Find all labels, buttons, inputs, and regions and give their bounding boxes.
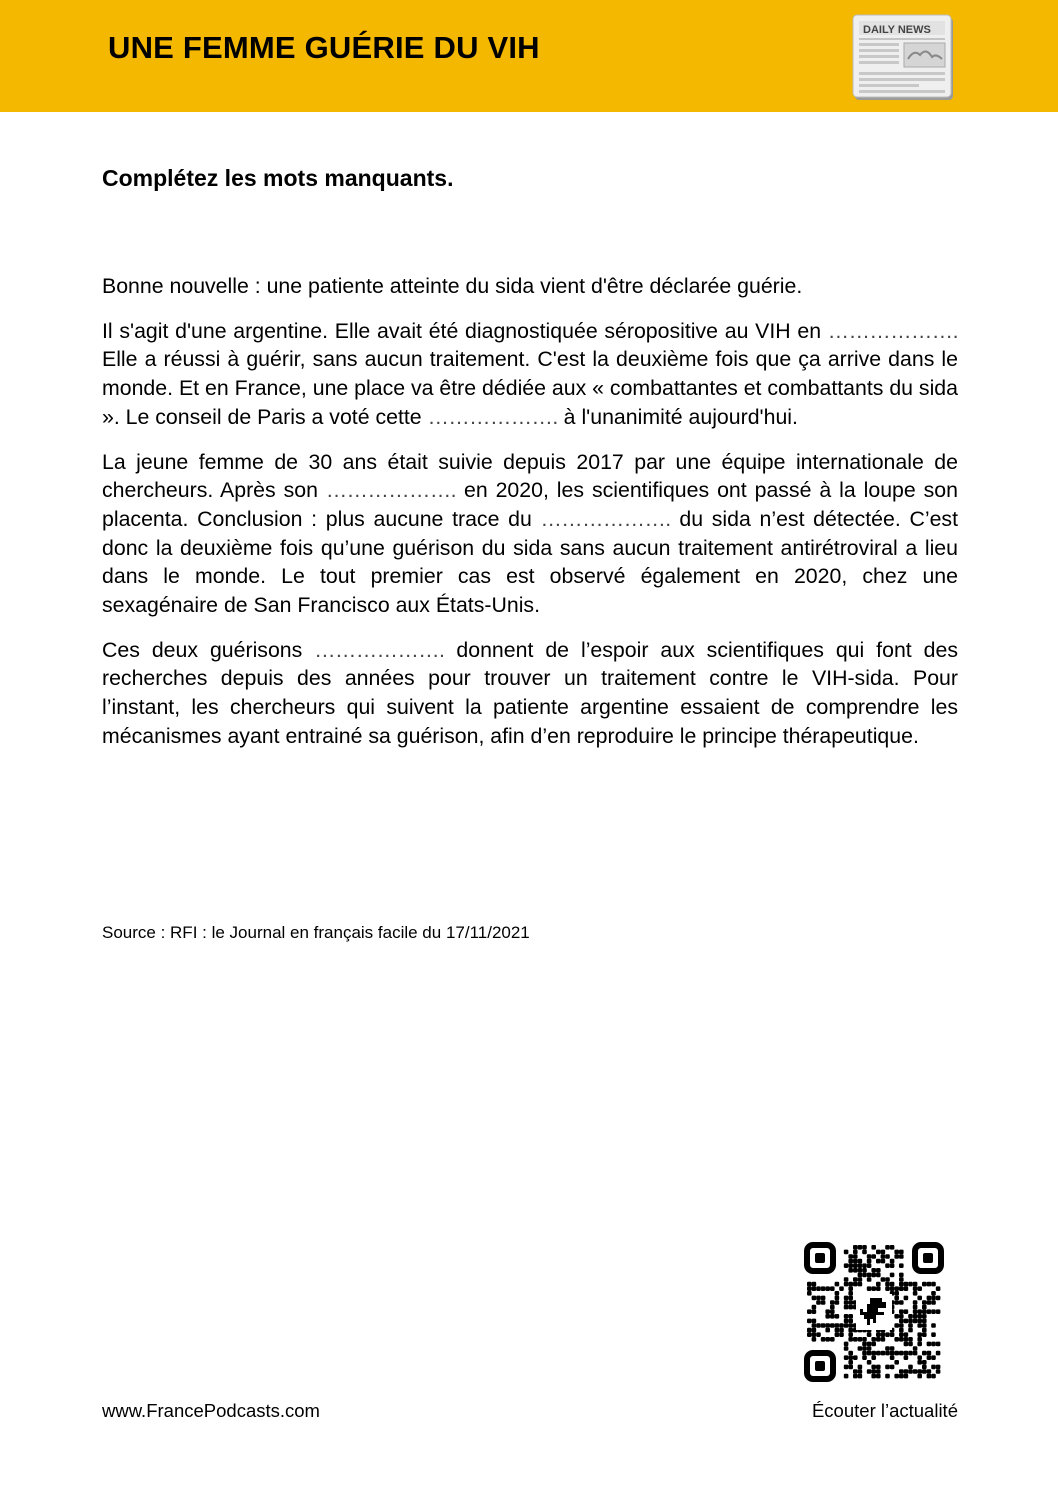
text-segment: du sida n’est détectée. C’est donc la deuxième fois qu’une guérison du sida sans aucun traitement antirétroviral a lieu dans le monde. Le tout premier cas est observé également en 2020, chez une sexagénaire de San Francisco aux États-Unis. xyxy=(102,506,958,618)
text-segment: La jeune femme de 30 ans était suivie depuis 2017 par une équipe internationale de chercheurs. Après son xyxy=(102,449,958,503)
paragraph-4 xyxy=(102,636,958,751)
text-segment: Bonne nouvelle : une patiente atteinte du sida vient d'être déclarée guérie. xyxy=(102,274,803,298)
text-segment: Ces deux guérisons xyxy=(102,637,315,662)
page-header xyxy=(0,0,1058,112)
svg-text:DAILY NEWS: DAILY NEWS xyxy=(863,24,931,36)
blank-field[interactable]: ………………. xyxy=(540,506,671,531)
instructions-heading: Complétez les mots manquants. xyxy=(102,165,454,191)
blank-field[interactable]: ………………. xyxy=(314,637,445,662)
text-segment: en 2020, les scientifiques ont passé à la loupe son placenta. Conclusion : plus aucune trace du xyxy=(102,478,958,531)
blank-field[interactable]: ………………. xyxy=(827,318,958,343)
qr-caption: Écouter l’actualité xyxy=(811,1400,958,1421)
article-body xyxy=(102,272,958,767)
paragraph-1 xyxy=(102,272,958,301)
website-link[interactable]: www.FrancePodcasts.com xyxy=(102,1400,320,1421)
paragraph-2 xyxy=(102,317,958,432)
blank-field[interactable]: ………………. xyxy=(325,478,457,503)
blank-field[interactable]: ………………. xyxy=(427,404,558,429)
text-segment: Il s'agit d'une argentine. Elle avait été diagnostiquée séropositive au VIH en xyxy=(102,318,828,343)
text-segment: donnent de l’espoir aux scientifiques qui font des recherches depuis des années pour trouver un traitement contre le VIH-sida. Pour l’instant, les chercheurs qui suivent la patiente argentine essaient de comprendre les mécanismes ayant entrainé sa guérison, afin d’en reproduire le principe thérapeutique. xyxy=(102,637,958,748)
text-segment: à l'unanimité aujourd'hui. xyxy=(557,404,798,429)
text-segment: Elle a réussi à guérir, sans aucun traitement. C'est la deuxième fois que ça arrive dans le monde. Et en France, une place va être dédiée aux « combattantes et combattants du sida ». Le conseil de Paris a voté cette xyxy=(102,347,958,429)
source-citation: Source : RFI : le Journal en français facile du 17/11/2021 xyxy=(102,923,530,942)
paragraph-3 xyxy=(102,448,958,620)
page-title: UNE FEMME GUÉRIE DU VIH xyxy=(108,30,540,65)
newspaper-icon xyxy=(852,14,956,102)
qr-code-icon[interactable] xyxy=(804,1242,944,1382)
